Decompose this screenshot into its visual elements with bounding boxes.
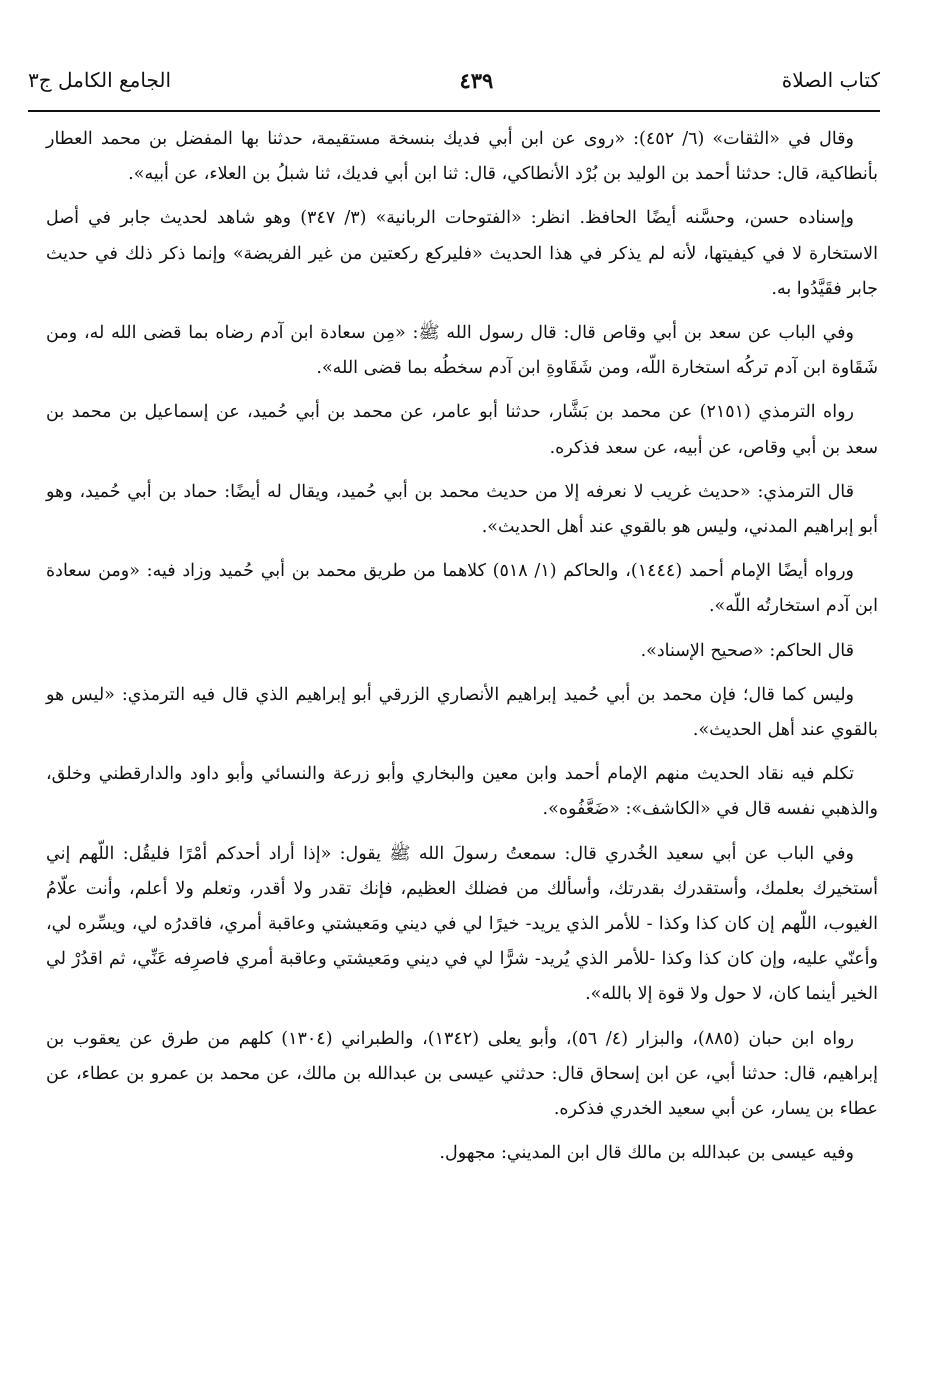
paragraph: تكلم فيه نقاد الحديث منهم الإمام أحمد وابن معين والبخاري وأبو زرعة والنسائي وأبو داود والدارقطني وخلق، والذهبي نفسه قال في «الكاشف»: «ضَعَّفُوه». [46, 764, 878, 820]
paragraph: وفيه عيسى بن عبدالله بن مالك قال ابن المديني: مجهول. [439, 1143, 854, 1164]
paragraph: وقال في «الثقات» (٦/ ٤٥٢): «روى عن ابن أبي فديك بنسخة مستقيمة، حدثنا بها المفضل بن محمد العطار بأنطاكية، قال: حدثنا أحمد بن الوليد بن بُرْد الأنطاكي، قال: ثنا ابن أبي فديك، ثنا شبلُ بن العلاء، عن أبيه». [46, 129, 878, 185]
page-number: ٤٣٩ [459, 67, 494, 93]
paragraph: رواه الترمذي (٢١٥١) عن محمد بن بَشَّار، حدثنا أبو عامر، عن محمد بن أبي حُميد، عن إسماعيل بن محمد بن سعد بن أبي وقاص، عن أبيه، عن سعد فذكره. [46, 402, 878, 458]
paragraph: وإسناده حسن، وحسَّنه أيضًا الحافظ. انظر: «الفتوحات الربانية» (٣/ ٣٤٧) وهو شاهد لحديث جابر في أصل الاستخارة لا في كيفيتها، لأنه لم يذكر في هذا الحديث «فليركع ركعتين من غير الفريضة» وإنما ذكر ذلك في حديث جابر فقَيَّدُوا به. [46, 208, 878, 299]
book-title: الجامع الكامل ج٣ [28, 68, 172, 92]
paragraph: قال الترمذي: «حديث غريب لا نعرفه إلا من حديث محمد بن أبي حُميد، ويقال له أيضًا: حماد بن أبي حُميد، وهو أبو إبراهيم المدني، وليس هو بالقوي عند أهل الحديث». [46, 481, 878, 538]
paragraph: وفي الباب عن أبي سعيد الخُدري قال: سمعتُ رسولَ الله ﷺ يقول: «إذا أراد أحدكم أمْرًا فليقُل: اللّهم إني أستخيرك بعلمك، وأستقدرك بقدرتك، وأسألك من فضلك العظيم، فإنك تقدر ولا أقدر، وتعلم ولا أعلم، وأنت علّامُ الغيوب، اللّهم إن كان كذا وكذا - للأمر الذي يريد- خيرًا لي في ديني ومَعيشتي وعاقبة أمري، فاقدرُه لي، ويسِّره لي، وأعنّي عليه، وإن كان كذا وكذا -للأمر الذي يُريد- شرًّا لي في ديني ومَعيشتي وعاقبة أمري فاصرِفه عَنِّي، ثم اقدُرْ لي الخير أينما كان، لا حول ولا قوة إلا بالله». [46, 843, 878, 1005]
page-body [46, 122, 878, 1180]
paragraph: قال الحاكم: «صحيح الإسناد». [640, 640, 854, 661]
paragraph: وليس كما قال؛ فإن محمد بن أبي حُميد إبراهيم الأنصاري الزرقي أبو إبراهيم الذي قال فيه الترمذي: «ليس هو بالقوي عند أهل الحديث». [46, 684, 878, 741]
header-rule [28, 110, 880, 112]
chapter-title: كتاب الصلاة [781, 68, 880, 92]
page-header [28, 58, 880, 102]
paragraph: وفي الباب عن سعد بن أبي وقاص قال: قال رسول الله ﷺ: «مِن سعادة ابن آدم رضاه بما قضى الله له، ومن شَقَاوة ابن آدم تركُه استخارة اللّه، ومن شَقَاوةِ ابن آدم سخطُه بما قضى الله». [46, 323, 878, 379]
paragraph: رواه ابن حبان (٨٨٥)، والبزار (٤/ ٥٦)، وأبو يعلى (١٣٤٢)، والطبراني (١٣٠٤) كلهم من طرق عن يعقوب بن إبراهيم، قال: حدثنا أبي، عن ابن إسحاق قال: حدثني عيسى بن عبدالله بن مالك، عن محمد بن عمرو بن عطاء، عن عطاء بن يسار، عن أبي سعيد الخدري فذكره. [46, 1028, 878, 1120]
paragraph: ورواه أيضًا الإمام أحمد (١٤٤٤)، والحاكم (١/ ٥١٨) كلاهما من طريق محمد بن أبي حُميد وزاد فيه: «ومن سعادة ابن آدم استخارتُه اللّه». [46, 561, 878, 617]
